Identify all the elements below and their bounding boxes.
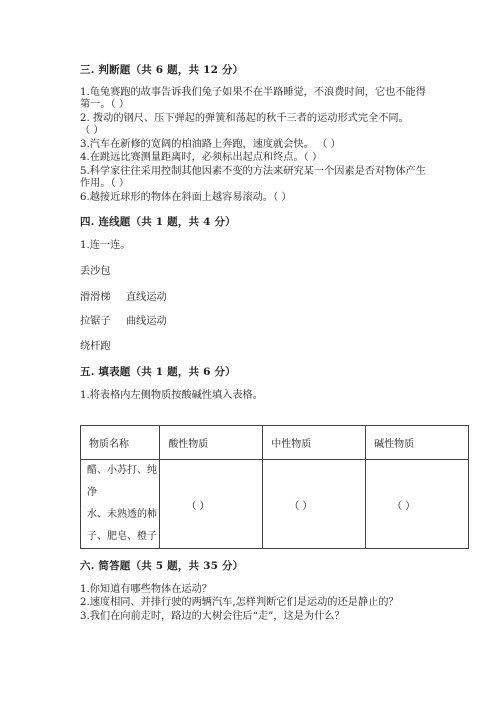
base-answer-blank[interactable]: （ ） bbox=[366, 460, 469, 549]
match-question: 1.连一连。 bbox=[80, 240, 131, 251]
match-right-item-2: 曲线运动 bbox=[126, 316, 167, 327]
judge-line-9: 6.越接近球形的物体在斜面上越容易滚动。（ ） bbox=[80, 192, 292, 203]
section-title-short: 六. 简答题（共 5 题，共 35 分） bbox=[80, 560, 244, 572]
short-line-2: 2.速度相同、并排行驶的两辆汽车,怎样判断它们是运动的还是静止的？ bbox=[80, 597, 399, 608]
match-left-item-2: 滑滑梯 bbox=[80, 292, 111, 303]
match-left-item-3: 拉锯子 bbox=[80, 316, 111, 327]
table-header-cell: 酸性物质 bbox=[160, 426, 263, 460]
judge-line-2: 第一。（ ） bbox=[80, 99, 130, 110]
neutral-answer-blank[interactable]: （ ） bbox=[263, 460, 366, 549]
substance-list-cell bbox=[81, 460, 160, 549]
short-line-3: 3.我们在向前走时，路边的大树会往后“走”，这是为什么？ bbox=[80, 611, 345, 622]
judge-line-3: 2. 拨动的钢尺、压下弹起的弹簧和荡起的秋千三者的运动形式完全不同。 bbox=[80, 113, 409, 124]
substance-line: 水、未熟透的柿 bbox=[87, 509, 157, 520]
section-title-judge: 三. 判断题（共 6 题，共 12 分） bbox=[80, 64, 244, 76]
acid-answer-blank[interactable]: （ ） bbox=[160, 460, 263, 549]
match-left-item-4: 绕杆跑 bbox=[80, 341, 111, 352]
judge-line-6: 4.在跳远比赛测量距离时，必须标出起点和终点。（ ） bbox=[80, 152, 323, 163]
table-header-cell: 中性物质 bbox=[263, 426, 366, 460]
judge-line-8: 作用。（ ） bbox=[80, 178, 130, 189]
judge-line-5: 3.汽车在新修的宽阔的柏油路上奔跑，速度就会快。 （ ） bbox=[80, 139, 341, 150]
short-line-1: 1.你知道有哪些物体在运动？ bbox=[80, 584, 212, 595]
match-right-item-1: 直线运动 bbox=[126, 292, 167, 303]
substance-line: 子、肥皂、橙子 bbox=[87, 531, 157, 542]
table-row bbox=[81, 460, 469, 549]
table-header-row bbox=[81, 426, 469, 460]
section-title-fill: 五. 填表题（共 1 题，共 6 分） bbox=[80, 366, 236, 378]
table-header-cell: 物质名称 bbox=[81, 426, 160, 460]
judge-line-4: （ ） bbox=[80, 125, 104, 136]
judge-line-7: 5.科学家往往采用控制其他因素不变的方法来研究某一个因素是否对物体产生 bbox=[80, 166, 426, 177]
substance-line: 醋、小苏打、纯净 bbox=[87, 465, 157, 498]
section-title-match: 四. 连线题（共 1 题，共 4 分） bbox=[80, 216, 236, 228]
table-header-cell: 碱性物质 bbox=[366, 426, 469, 460]
judge-line-1: 1.龟兔赛跑的故事告诉我们兔子如果不在半路睡觉，不浪费时间，它也不能得 bbox=[80, 87, 426, 98]
fill-question: 1.将表格内左侧物质按酸碱性填入表格。 bbox=[80, 390, 263, 401]
match-left-item-1: 丢沙包 bbox=[80, 266, 111, 277]
acid-base-table bbox=[80, 425, 469, 549]
